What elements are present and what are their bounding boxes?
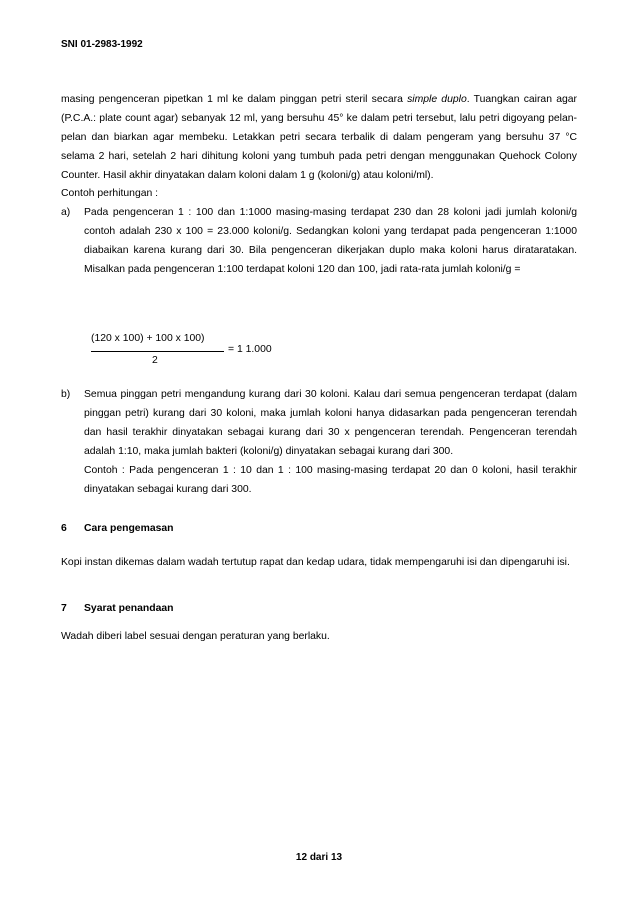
- section-heading-7: [61, 603, 174, 614]
- example-item-b: [61, 385, 577, 499]
- section-title: Syarat penandaan: [84, 603, 174, 614]
- formula-result: = 1 1.000: [228, 344, 272, 355]
- item-marker: a): [61, 207, 71, 218]
- item-example-text: Contoh : Pada pengenceran 1 : 10 dan 1 : 100 masing-masing terdapat 20 dan 0 koloni, hasil terakhir dinyatakan sebagai kurang dari 300.: [84, 465, 577, 495]
- section-body-6: Kopi instan dikemas dalam wadah tertutup rapat dan kedap udara, tidak mempengaruhi isi dan dipengaruhi isi.: [61, 557, 570, 568]
- page-number-footer: 12 dari 13: [295, 852, 343, 863]
- section-number: 6: [61, 523, 67, 534]
- intro-text-end: . Tuangkan cairan agar (P.C.A.: plate count agar) sebanyak 12 ml, yang bersuhu 45° ke dalam petri tersebut, lalu petri digoyang pelan-pelan dan biarkan agar membeku. Letakkan petri secara terbalik di dalam pengeram yang bersuhu 37 °C selama 2 hari, setelah 2 hari dihitung koloni yang tumbuh pada petri dengan menggunakan Quehock Colony Counter. Hasil akhir dinyatakan dalam koloni dalam 1 g (koloni/g) atau koloni/ml).: [61, 94, 577, 181]
- average-formula: [91, 333, 331, 373]
- formula-denominator: 2: [152, 355, 158, 366]
- intro-paragraph: [61, 90, 577, 185]
- section-title: Cara pengemasan: [84, 523, 174, 534]
- standard-code-header: SNI 01-2983-1992: [61, 39, 143, 50]
- example-item-a: [61, 203, 577, 279]
- example-heading: Contoh perhitungan :: [61, 188, 159, 199]
- item-text: Semua pinggan petri mengandung kurang dari 30 koloni. Kalau dari semua pengenceran terdapat (dalam pinggan petri) kurang dari 30 koloni, maka jumlah koloni hanya didasarkan pada pengenceran terendah dan hasil terakhir dinyatakan sebagai kurang dari 30 x pengenceran terendah. Pengenceran terendah adalah 1:10, maka jumlah bakteri (koloni/g) dinyatakan sebagai kurang dari 300.: [84, 389, 577, 457]
- section-number: 7: [61, 603, 67, 614]
- formula-numerator: (120 x 100) + 100 x 100): [91, 333, 205, 344]
- intro-text-italic: simple duplo: [407, 94, 467, 105]
- fraction-bar: [91, 351, 224, 352]
- item-marker: b): [61, 389, 71, 400]
- intro-text-start: masing pengenceran pipetkan 1 ml ke dalam pinggan petri steril secara: [61, 94, 408, 105]
- item-text: Pada pengenceran 1 : 100 dan 1:1000 masing-masing terdapat 230 dan 28 koloni jadi jumlah koloni/g contoh adalah 230 x 100 = 23.000 koloni/g. Sedangkan koloni yang terdapat pada pengenceran 1:1000 diabaikan karena kurang dari 30. Bila pengenceran dikerjakan duplo maka koloni harus dirataratakan. Misalkan pada pengenceran 1:100 terdapat koloni 120 dan 100, jadi rata-rata jumlah koloni/g =: [84, 207, 577, 275]
- section-body-7: Wadah diberi label sesuai dengan peraturan yang berlaku.: [61, 631, 330, 642]
- section-heading-6: [61, 523, 174, 534]
